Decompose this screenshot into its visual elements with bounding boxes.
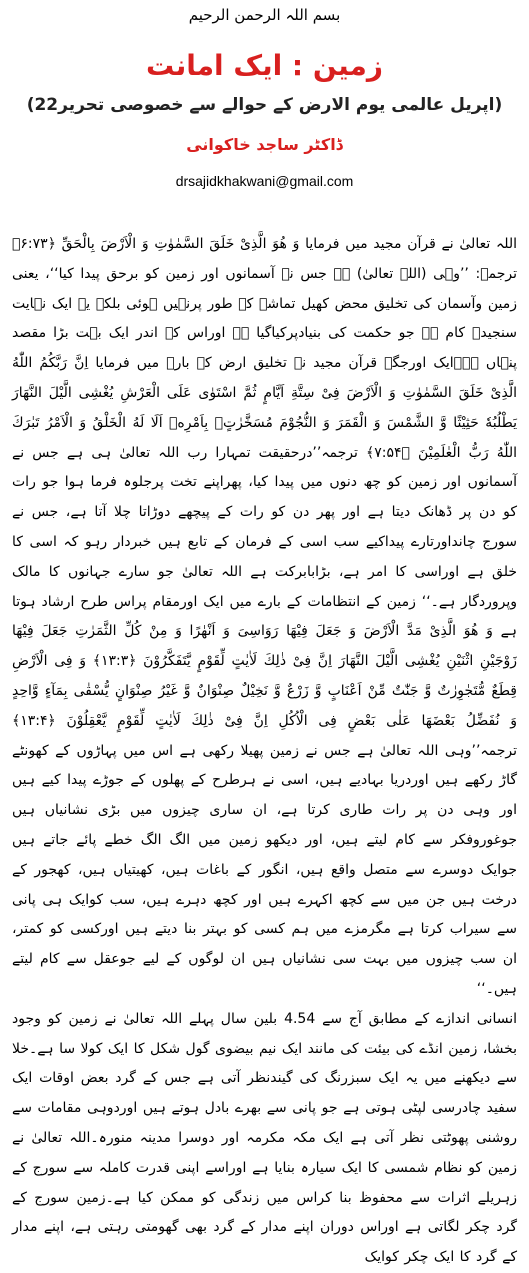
basmala-heading: بسم اللہ الرحمن الرحیم [188, 6, 341, 24]
article-subtitle: (22اپریل عالمی یوم الارض کے حوالے سے خصوصی تحریر) [26, 95, 503, 115]
paragraph: اللہ تعالیٰ نے قرآن مجید میں فرمایا وَ هُوَ الَّذِیْ خَلَقَ السَّمٰوٰتِ وَ الْاَرْضَ بِالْحَقِّ ﴿۶:۷۳﴾ ترجمہ: ’’وہی (اللہ تعالیٰ) ہے جس نے آسمانوں اور زمین کو برحق پیدا کیا‘‘، یعنی زمین وآسمان کی تخلیق محض کھیل تماشے کے طور پرنہیں ہوئی بلکہ یہ ایک نہایت سنجیدہ کام ہے جو حکمت کی بنیادپرکیاگیا ہے اوراس کے اندر ایک بہت بڑا مقصد پنہاں ہے۔ایک اورجگہ قرآن مجید نے تخلیق ارض کے بارے میں فرمایا اِنَّ رَبَّكُمُ اللّٰهُ الَّذِیْ خَلَقَ السَّمٰوٰتِ وَ الْاَرْضَ فِیْ سِتَّةِ اَیَّامٍ ثُمَّ اسْتَوٰى عَلَى الْعَرْشِ یُغْشِی الَّیْلَ النَّهَارَ یَطْلُبُهٗ حَثِیْثًا وَّ الشَّمْسَ وَ الْقَمَرَ وَ النُّجُوْمَ مُسَخَّرٰتٍۭ بِاَمْرِهٖ اَلَا لَهُ الْخَلْقُ وَ الْاَمْرُ تَبٰرَكَ اللّٰهُ رَبُّ الْعٰلَمِیْنَ ﴿۷:۵۴﴾ ترجمہ’’درحقیقت تمہارا رب اللہ تعالیٰ ہی ہے جس نے آسمانوں اور زمین کو چھ دنوں میں پیدا کیا، پھراپنے تخت پرجلوہ فرما ہوا جو رات کو دن پر ڈھانک دیتا ہے اور پھر دن کو رات کے پیچھے دوڑاتا چلا آتا ہے، جس نے سورج چانداورتارے پیداکیے سب اسی کے فرمان کے تابع ہیں خبردار رہو کہ اسی کا خلق ہے اوراسی کا امر ہے، بڑابابرکت ہے اللہ تعالیٰ جو سارے جہانوں کا مالک وپروردگار ہے۔‘‘ زمین کے انتظامات کے بارے میں ایک اورمقام پراس طرح ارشاد ہوتا ہے وَ هُوَ الَّذِیْ مَدَّ الْاَرْضَ وَ جَعَلَ فِیْهَا رَوَاسِیَ وَ اَنْهٰرًا وَ مِنْ كُلِّ الثَّمَرٰتِ جَعَلَ فِیْهَا زَوْجَیْنِ اثْنَیْنِ یُغْشِی الَّیْلَ النَّهَارَ اِنَّ فِیْ ذٰلِكَ لَاٰیٰتٍ لِّقَوْمٍ یَّتَفَكَّرُوْنَ ﴿۱۳:۳﴾ وَ فِی الْاَرْضِ قِطَعٌ مُّتَجٰوِرٰتٌ وَّ جَنّٰتٌ مِّنْ اَعْنَابٍ وَّ زَرْعٌ وَّ نَخِیْلٌ صِنْوَانٌ وَّ غَیْرُ صِنْوَانٍ یُّسْقٰى بِمَآءٍ وَّاحِدٍ وَ نُفَضِّلُ بَعْضَهَا عَلٰى بَعْضٍ فِی الْاُكُلِ اِنَّ فِیْ ذٰلِكَ لَاٰیٰتٍ لِّقَوْمٍ یَّعْقِلُوْنَ ﴿۱۳:۴﴾ ترجمہ’’وہی اللہ تعالیٰ ہے جس نے زمین پھیلا رکھی ہے اس میں پہاڑوں کے کھونٹے گاڑ رکھے ہیں اوردریا بہادیے ہیں، اسی نے ہرطرح کے پھلوں کے جوڑے پیدا کیے ہیں اور وہی دن پر رات طاری کرتا ہے، ان ساری چیزوں میں بڑی نشانیاں ہیں جوغوروفکر سے کام لیتے ہیں، اور دیکھو زمین میں الگ الگ خطے پائے جاتے ہیں جوایک دوسرے سے متصل واقع ہیں، انگور کے باغات ہیں، کھیتیاں ہیں، کھجور کے درخت ہیں جن میں سے کچھ اکہرے ہیں اور کچھ دہرے ہیں، سب کوایک ہی پانی سے سیراب کرتا ہے مگرمزے میں ہم کسی کو بہتر بنا دیتے ہیں اورکسی کو کمتر، ان سب چیزوں میں بہت سی نشانیاں ہیں ان لوگوں کے لیے جوعقل سے کام لیتے ہیں۔‘‘ [12, 236, 517, 997]
article-body [12, 230, 517, 1273]
article-title: زمین : ایک امانت [146, 49, 383, 82]
paragraph: انسانی اندازے کے مطابق آج سے 4.54 بلین سال پہلے اللہ تعالیٰ نے زمین کو وجود بخشا، زمین انڈے کی بیئت کی مانند ایک نیم بیضوی گول شکل کا ایک کولا سا ہے۔خلا سے دیکھنے میں یہ ایک سبزرنگ کی گیندنظر آتی ہے جس کے گرد بعض اوقات ایک سفید چادرسی لپٹی ہوتی ہے جو پانی سے بھرے بادل ہوتے ہیں اوردوہی مقامات سے روشنی پھوٹتی نظر آتی ہے ایک مکہ مکرمہ اور دوسرا مدینہ منورہ۔اللہ تعالیٰ نے زمین کو نظام شمسی کا ایک سیارہ بنایا ہے اوراسے اپنی قدرت کاملہ سے سورج کے زہریلے اثرات سے محفوظ بنا کراس میں زندگی کو ممکن کیا ہے۔زمین سورج کے گرد چکر لگاتی ہے اوراس دوران اپنے مدار کے گرد بھی گھومتی رہتی ہے، اپنے مدار کے گرد کا ایک چکر کوایک [12, 1010, 517, 1266]
author-name: ڈاکٹر ساجد خاکوانی [186, 135, 343, 154]
author-email: drsajidkhakwani@gmail.com [175, 173, 354, 189]
